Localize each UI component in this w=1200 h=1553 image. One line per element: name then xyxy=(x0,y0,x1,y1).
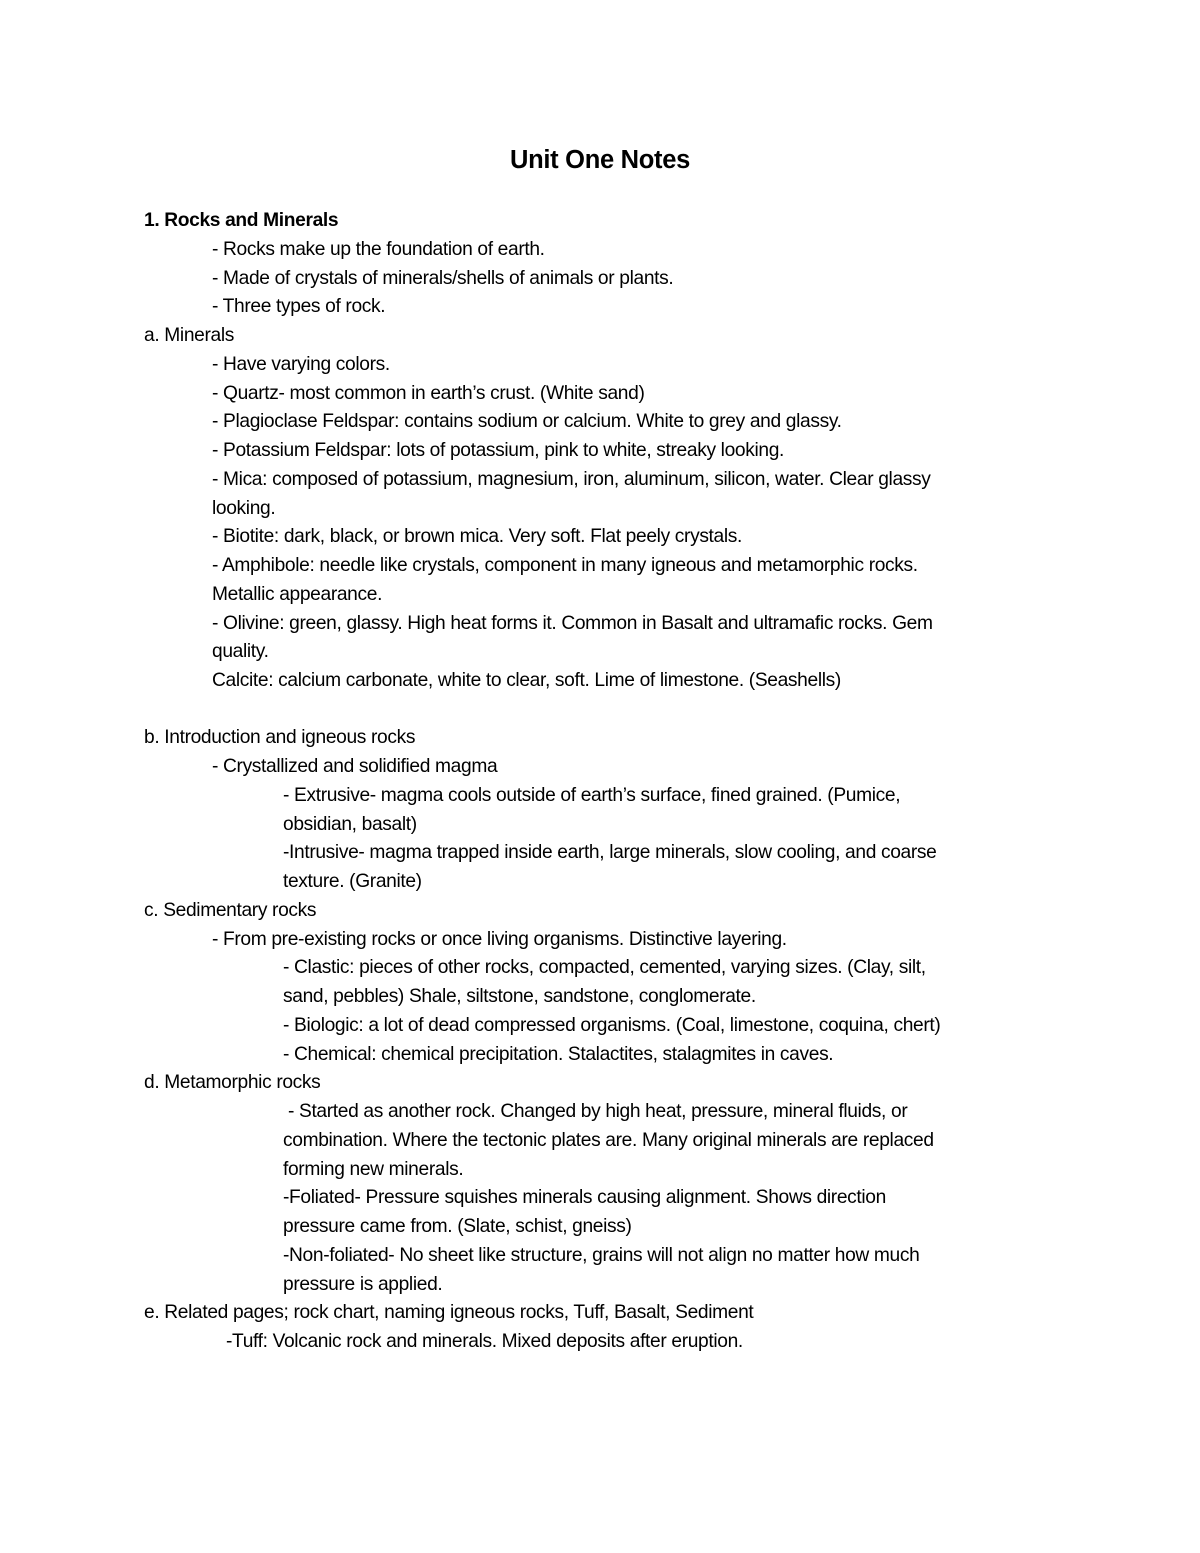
note-line: -Non-foliated- No sheet like structure, grains will not align no matter how much xyxy=(283,1245,920,1266)
note-line: - Quartz- most common in earth’s crust. (White sand) xyxy=(212,383,645,404)
note-line: - Crystallized and solidified magma xyxy=(212,756,498,777)
note-line: - From pre-existing rocks or once living organisms. Distinctive layering. xyxy=(212,929,787,950)
note-line: quality. xyxy=(212,641,269,662)
subsection-heading: b. Introduction and igneous rocks xyxy=(144,727,416,748)
note-line: Metallic appearance. xyxy=(212,584,383,605)
note-line: texture. (Granite) xyxy=(283,871,422,892)
subsection-heading: a. Minerals xyxy=(144,325,234,346)
subsection-heading: d. Metamorphic rocks xyxy=(144,1072,321,1093)
note-line: - Clastic: pieces of other rocks, compacted, cemented, varying sizes. (Clay, silt, xyxy=(283,957,926,978)
page-title: Unit One Notes xyxy=(510,146,690,174)
note-line: -Foliated- Pressure squishes minerals causing alignment. Shows direction xyxy=(283,1187,886,1208)
note-line: - Chemical: chemical precipitation. Stalactites, stalagmites in caves. xyxy=(283,1044,834,1065)
note-line: forming new minerals. xyxy=(283,1159,464,1180)
note-line: combination. Where the tectonic plates are. Many original minerals are replaced xyxy=(283,1130,934,1151)
note-line: - Rocks make up the foundation of earth. xyxy=(212,239,545,260)
note-line: - Extrusive- magma cools outside of earth’s surface, fined grained. (Pumice, xyxy=(283,785,901,806)
note-line: obsidian, basalt) xyxy=(283,814,417,835)
note-line: -Tuff: Volcanic rock and minerals. Mixed deposits after eruption. xyxy=(226,1331,743,1352)
note-line: - Biotite: dark, black, or brown mica. Very soft. Flat peely crystals. xyxy=(212,526,742,547)
subsection-heading: c. Sedimentary rocks xyxy=(144,900,317,921)
note-line: - Made of crystals of minerals/shells of animals or plants. xyxy=(212,268,674,289)
note-line: - Three types of rock. xyxy=(212,296,386,317)
note-line: - Have varying colors. xyxy=(212,354,390,375)
note-line: looking. xyxy=(212,498,276,519)
section-heading: 1. Rocks and Minerals xyxy=(144,210,339,231)
note-line: pressure came from. (Slate, schist, gneiss) xyxy=(283,1216,632,1237)
note-line: sand, pebbles) Shale, siltstone, sandstone, conglomerate. xyxy=(283,986,756,1007)
note-line: - Started as another rock. Changed by high heat, pressure, mineral fluids, or xyxy=(283,1101,908,1122)
note-line: - Olivine: green, glassy. High heat forms it. Common in Basalt and ultramafic rocks. Gem xyxy=(212,613,933,634)
note-line: - Amphibole: needle like crystals, component in many igneous and metamorphic rocks. xyxy=(212,555,918,576)
note-line: - Mica: composed of potassium, magnesium, iron, aluminum, silicon, water. Clear glassy xyxy=(212,469,931,490)
note-line: Calcite: calcium carbonate, white to clear, soft. Lime of limestone. (Seashells) xyxy=(212,670,841,691)
note-line: - Potassium Feldspar: lots of potassium, pink to white, streaky looking. xyxy=(212,440,785,461)
note-line: pressure is applied. xyxy=(283,1274,443,1295)
note-line: - Biologic: a lot of dead compressed organisms. (Coal, limestone, coquina, chert) xyxy=(283,1015,941,1036)
note-line: -Intrusive- magma trapped inside earth, large minerals, slow cooling, and coarse xyxy=(283,842,937,863)
subsection-heading: e. Related pages; rock chart, naming igneous rocks, Tuff, Basalt, Sediment xyxy=(144,1302,754,1323)
note-line: - Plagioclase Feldspar: contains sodium or calcium. White to grey and glassy. xyxy=(212,411,842,432)
